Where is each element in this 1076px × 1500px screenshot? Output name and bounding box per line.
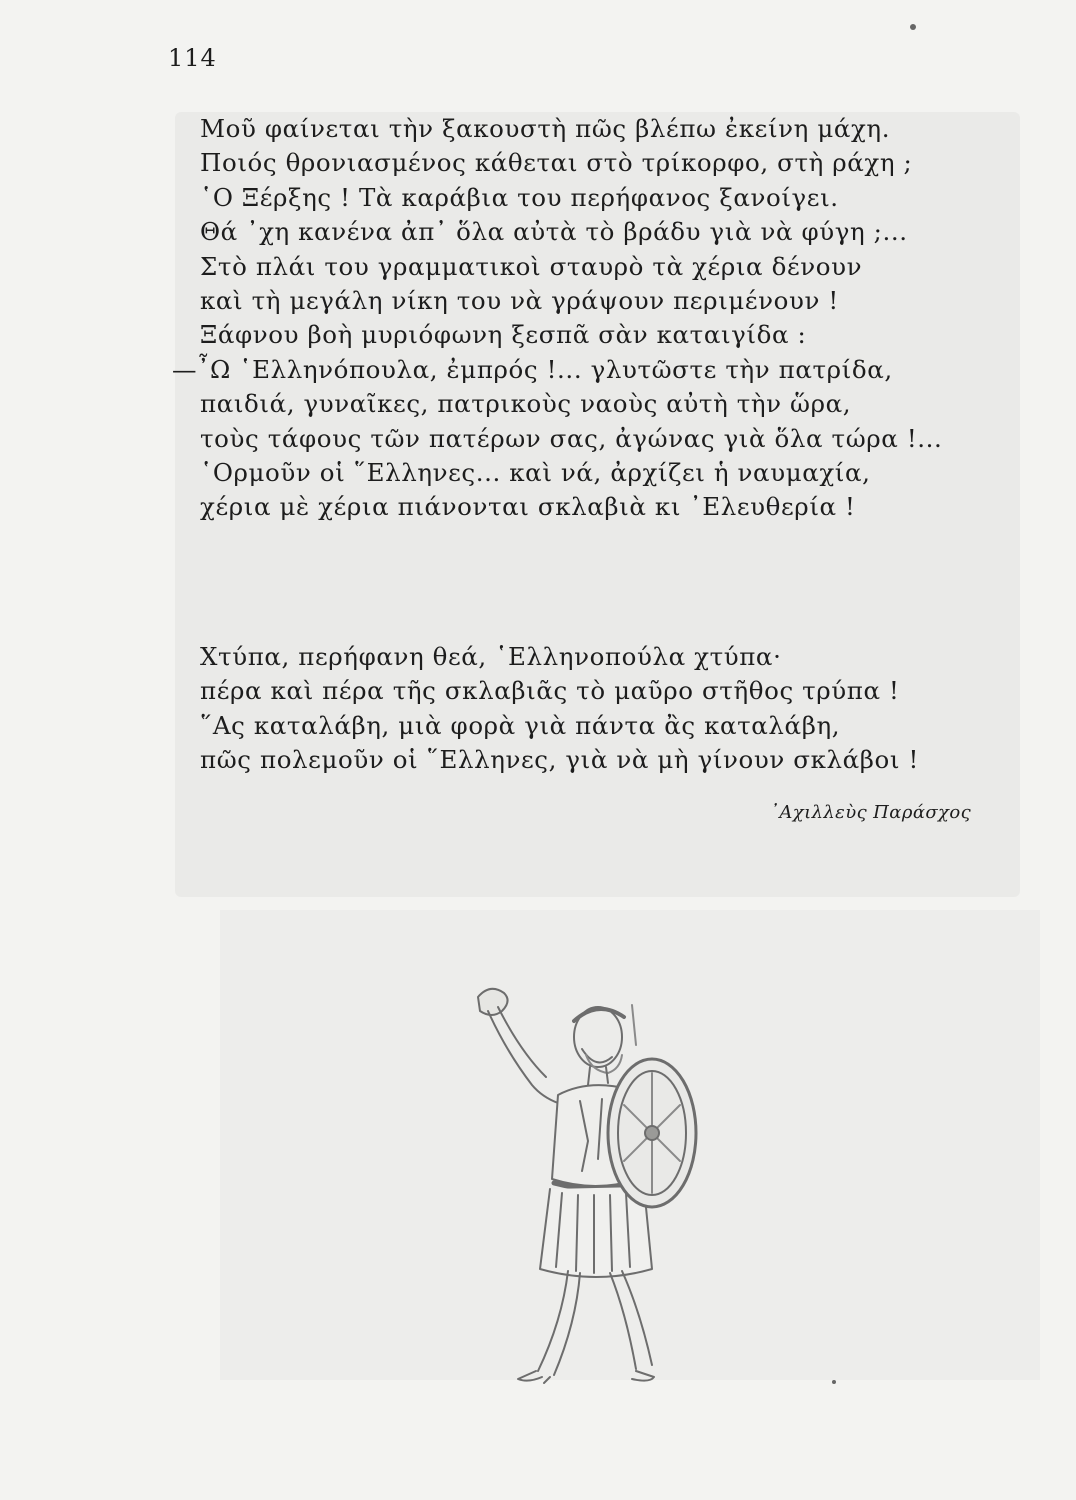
- greek-warrior-with-shield-icon: [440, 975, 740, 1395]
- poem-line: —῏Ω ῾Ελληνόπουλα, ἐμπρός !... γλυτῶστε τὴν πατρίδα,: [172, 354, 893, 384]
- poem-line: παιδιά, γυναῖκες, πατρικοὺς ναοὺς αὐτὴ τὴν ὥρα,: [200, 389, 852, 419]
- poem-line: Θά ᾽χη κανένα ἀπ᾽ ὅλα αὐτὰ τὸ βράδυ γιὰ νὰ φύγη ;...: [200, 217, 908, 247]
- poem-line: Μοῦ φαίνεται τὴν ξακουστὴ πῶς βλέπω ἐκείνη μάχη.: [200, 114, 891, 143]
- poem-line: τοὺς τάφους τῶν πατέρων σας, ἀγώνας γιὰ ὅλα τώρα !...: [200, 423, 943, 453]
- poem-line: ῞Ας καταλάβη, μιὰ φορὰ γιὰ πάντα ἂς καταλάβη,: [200, 710, 841, 740]
- poem-line: Ποιός θρονιασμένος κάθεται στὸ τρίκορφο, στὴ ράχη ;: [200, 148, 913, 178]
- ink-speck: [910, 24, 916, 30]
- poem-line: πέρα καὶ πέρα τῆς σκλαβιᾶς τὸ μαῦρο στῆθος τρύπα !: [200, 676, 900, 706]
- poem-line: ῾Ο Ξέρξης ! Τὰ καράβια του περήφανος ξανοίγει.: [200, 182, 839, 212]
- poem-line: Χτύπα, περήφανη θεά, ῾Ελληνοπούλα χτύπα·: [200, 642, 782, 671]
- poem-author: ᾽Αχιλλεὺς Παράσχος: [770, 802, 972, 823]
- poem-line: πῶς πολεμοῦν οἱ ῞Ελληνες, γιὰ νὰ μὴ γίνουν σκλάβοι !: [200, 745, 919, 775]
- poem-stanza-1: [172, 112, 943, 525]
- poem-line: Στὸ πλάι του γραμματικοὶ σταυρὸ τὰ χέρια δένουν: [200, 251, 863, 281]
- poem-line: καὶ τὴ μεγάλη νίκη του νὰ γράψουν περιμένουν !: [200, 285, 839, 315]
- page-number: 114: [168, 44, 217, 72]
- poem-stanza-2: [200, 640, 919, 778]
- poem-line: ῾Ορμοῦν οἱ ῞Ελληνες... καὶ νά, ἀρχίζει ἡ ναυμαχία,: [200, 457, 871, 487]
- ink-speck: [832, 1380, 836, 1384]
- poem-line: Ξάφνου βοὴ μυριόφωνη ξεσπᾶ σὰν καταιγίδα :: [200, 320, 807, 350]
- poem-line: χέρια μὲ χέρια πιάνονται σκλαβιὰ κι ᾽Ελευθερία !: [200, 492, 856, 522]
